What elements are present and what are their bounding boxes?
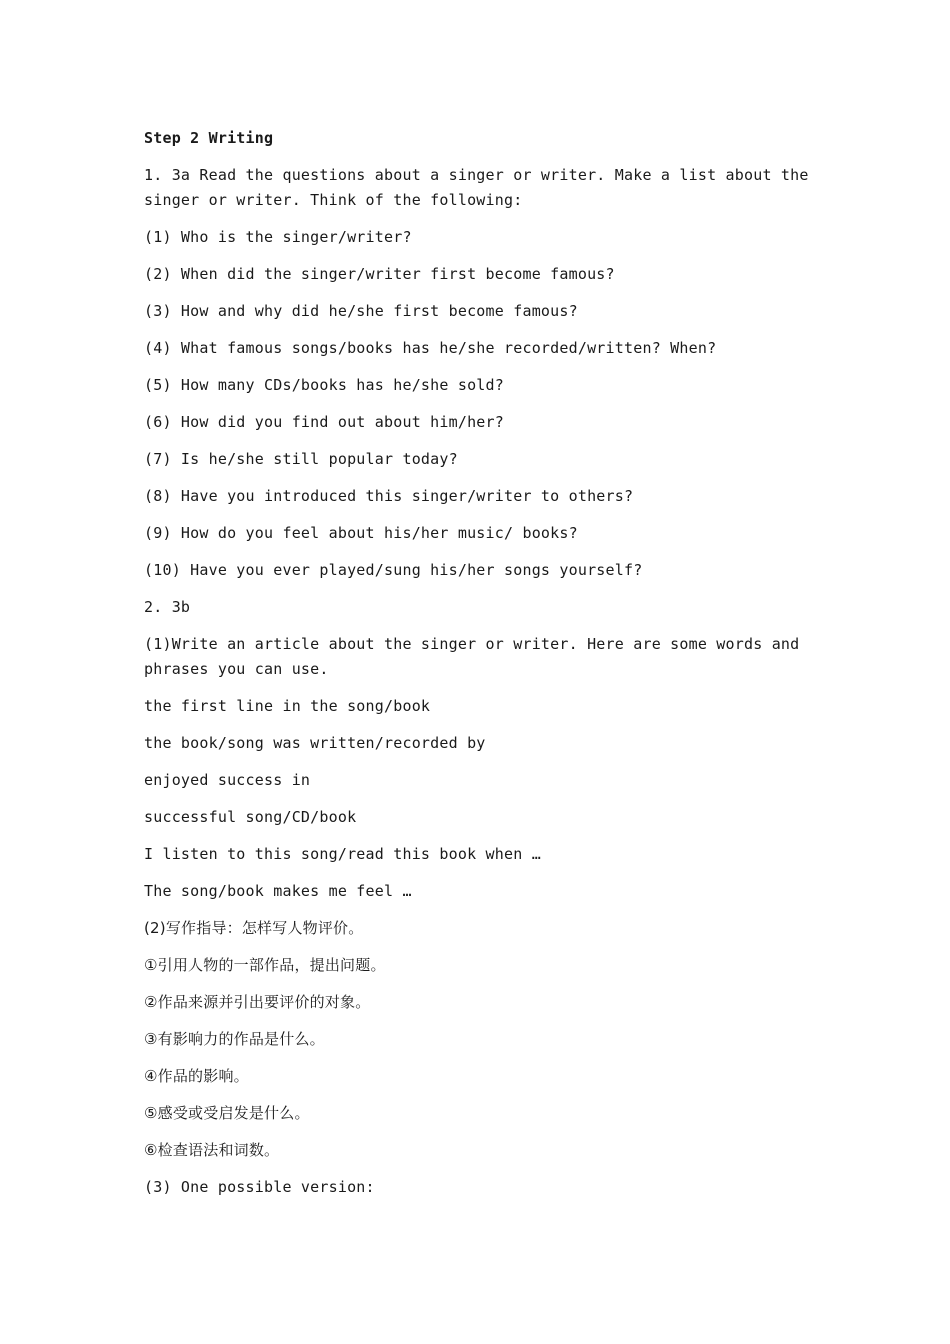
- guide-step: ③有影响力的作品是什么。: [144, 1030, 325, 1048]
- section2-title: 2. 3b: [144, 598, 191, 616]
- guide-step: ②作品来源并引出要评价的对象。: [144, 993, 371, 1011]
- section1-intro: 1. 3a Read the questions about a singer or writer. Make a list about the singer or writer. Think of the following:: [144, 166, 818, 209]
- question-item: (9) How do you feel about his/her music/ books?: [144, 524, 578, 542]
- phrase-item: the first line in the song/book: [144, 697, 431, 715]
- guide-step: ④作品的影响。: [144, 1067, 249, 1085]
- guide-step: ⑤感受或受启发是什么。: [144, 1104, 310, 1122]
- phrase-item: the book/song was written/recorded by: [144, 734, 486, 752]
- guide-step: ①引用人物的一部作品，提出问题。: [144, 956, 386, 974]
- phrase-item: I listen to this song/read this book when …: [144, 845, 541, 863]
- question-item: (2) When did the singer/writer first become famous?: [144, 265, 615, 283]
- question-item: (6) How did you find out about him/her?: [144, 413, 504, 431]
- question-item: (1) Who is the singer/writer?: [144, 228, 412, 246]
- phrase-item: enjoyed success in: [144, 771, 311, 789]
- document-page: [144, 126, 818, 1212]
- section-heading: Step 2 Writing: [144, 129, 274, 147]
- question-item: (8) Have you introduced this singer/writer to others?: [144, 487, 634, 505]
- question-item: (3) How and why did he/she first become famous?: [144, 302, 578, 320]
- guide-step: ⑥检查语法和词数。: [144, 1141, 280, 1159]
- question-item: (4) What famous songs/books has he/she recorded/written? When?: [144, 339, 717, 357]
- phrase-item: successful song/CD/book: [144, 808, 357, 826]
- guide-title: (2)写作指导：怎样写人物评价。: [144, 919, 364, 937]
- phrase-item: The song/book makes me feel …: [144, 882, 412, 900]
- version-label: (3) One possible version:: [144, 1178, 375, 1196]
- question-item: (10) Have you ever played/sung his/her songs yourself?: [144, 561, 643, 579]
- question-item: (7) Is he/she still popular today?: [144, 450, 458, 468]
- task-instruction: (1)Write an article about the singer or writer. Here are some words and phrases you can use.: [144, 635, 809, 678]
- question-item: (5) How many CDs/books has he/she sold?: [144, 376, 504, 394]
